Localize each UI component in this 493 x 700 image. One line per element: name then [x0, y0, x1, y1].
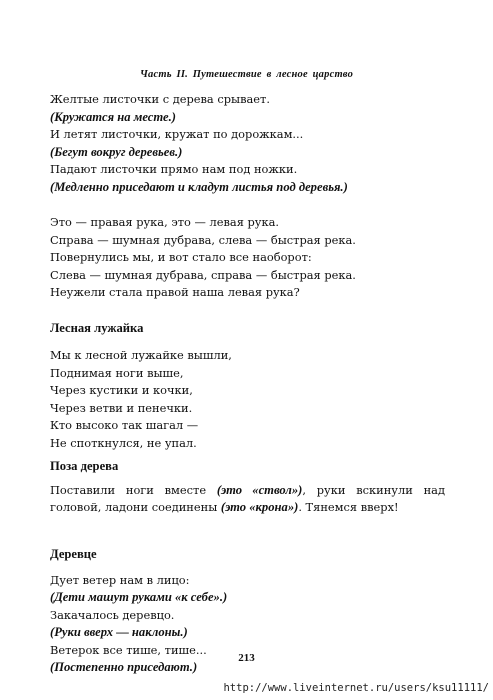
poem-line: Закачалось деревцо. — [50, 608, 175, 622]
poem-line: Слева — шумная дубрава, справа — быстрая река. — [50, 268, 356, 282]
poem-line: Дует ветер нам в лицо: — [50, 573, 190, 587]
poem-line: Поднимая ноги выше, — [50, 366, 184, 380]
page-number: 213 — [238, 652, 255, 664]
poem-line: Ветерок все тише, тише... — [50, 643, 207, 657]
stage-direction: (Медленно приседают и кладут листья под деревья.) — [50, 180, 348, 194]
poem-line: И летят листочки, кружат по дорожкам... — [50, 127, 304, 141]
poem-line: Кто высоко так шагал — — [50, 418, 199, 432]
stage-direction: (Руки вверх — наклоны.) — [50, 625, 188, 639]
poem-line: Это — правая рука, это — левая рука. — [50, 215, 280, 229]
poem-line: Мы к лесной лужайке вышли, — [50, 348, 232, 362]
paragraph-italic: (это «крона») — [220, 499, 299, 514]
section-title: Деревце — [50, 547, 97, 561]
watermark-url: http://www.liveinternet.ru/users/ksu11111/ — [223, 682, 489, 694]
section-title: Поза дерева — [50, 459, 119, 473]
poem-line: Не споткнулся, не упал. — [50, 436, 197, 450]
stage-direction: (Постепенно приседают.) — [50, 660, 198, 674]
poem-line: Желтые листочки с дерева срывает. — [50, 92, 270, 106]
stage-direction: (Дети машут руками «к себе».) — [50, 590, 228, 604]
paragraph-text: , руки вскинули над головой, ладони соединены — [50, 483, 445, 514]
section-title: Лесная лужайка — [50, 321, 144, 335]
poem-line: Неужели стала правой наша левая рука? — [50, 285, 300, 299]
paragraph-text: Поставили ноги вместе — [50, 483, 217, 497]
running-header: Часть II. Путешествие в лесное царство — [139, 69, 354, 80]
stage-direction: (Кружатся на месте.) — [50, 110, 176, 124]
paragraph — [50, 482, 445, 515]
paragraph-italic: (это «ствол») — [216, 483, 303, 497]
poem-line: Через кустики и кочки, — [50, 383, 193, 397]
poem-line: Повернулись мы, и вот стало все наоборот: — [50, 250, 312, 264]
poem-line: Через ветви и пенечки. — [50, 401, 193, 415]
poem-line: Справа — шумная дубрава, слева — быстрая река. — [50, 233, 356, 247]
stage-direction: (Бегут вокруг деревьев.) — [50, 145, 183, 159]
poem-line: Падают листочки прямо нам под ножки. — [50, 162, 298, 176]
paragraph-text: . Тянемся вверх! — [298, 499, 399, 514]
